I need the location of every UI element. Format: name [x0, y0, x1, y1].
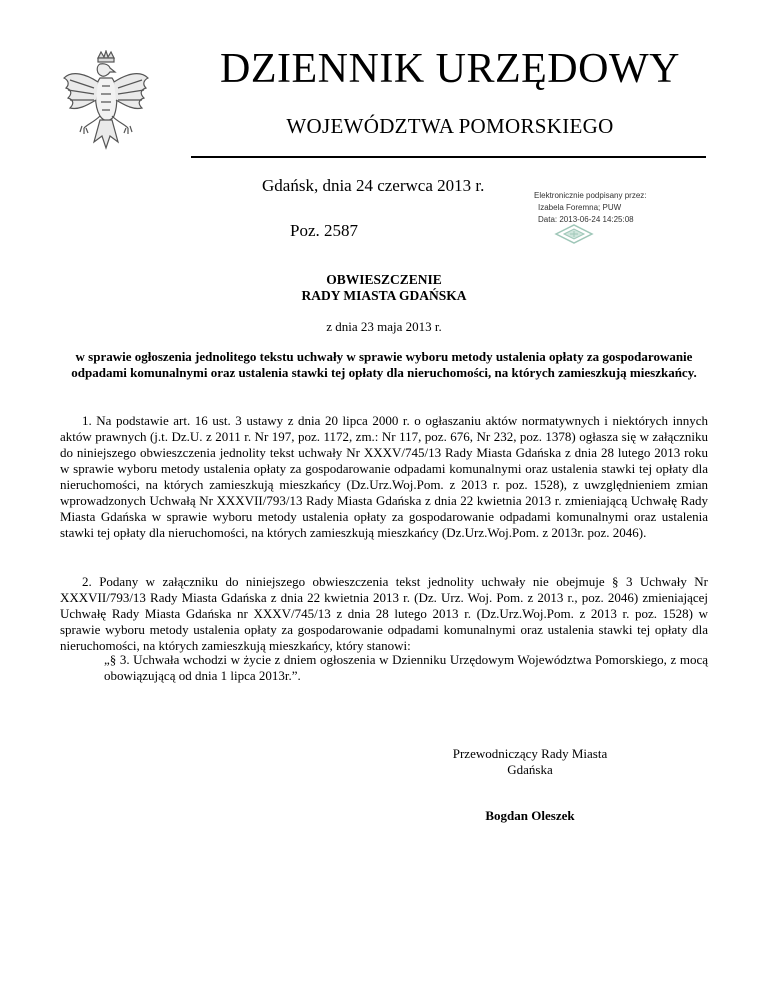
esign-line-1: Elektronicznie podpisany przez: — [534, 191, 647, 200]
journal-subtitle: WOJEWÓDZTWA POMORSKIEGO — [286, 114, 614, 138]
signatory-role-line-2: Gdańska — [507, 762, 553, 777]
electronic-signature — [534, 190, 647, 226]
publication-place-date: Gdańsk, dnia 24 czerwca 2013 r. — [262, 176, 485, 195]
quoted-provision: „§ 3. Uchwała wchodzi w życie z dniem ogłoszenia w Dzienniku Urzędowym Województwa Pomorskiego, z mocą obowiązującą od dnia 1 lipca 2013r.”. — [104, 652, 708, 683]
document-type-line-1: OBWIESZCZENIE — [326, 272, 442, 287]
esign-line-2: Izabela Foremna; PUW — [538, 203, 622, 212]
paragraph-2: 2. Podany w załączniku do niniejszego obwieszczenia tekst jednolity uchwały nie obejmuje § 3 Uchwały Nr XXXVII/793/13 Rady Miasta Gdańska z dnia 22 kwietnia 2013 r. (Dz. Urz. Woj. Pom. z 2013 r., poz. 2046) zmieniającej Uchwałę Rady Miasta Gdańska nr XXXV/745/13 z dnia 28 lutego 2013 r. (Dz.Urz.Woj.Pom. z 2013 r. poz. 1528) w sprawie wyboru metody ustalenia opłaty za gospodarowanie odpadami komunalnymi oraz ustalenia stawki tej opłaty dla nieruchomości, na których zamieszkują mieszkańcy, który stanowi: — [60, 574, 708, 653]
signatory-role-line-1: Przewodniczący Rady Miasta — [452, 746, 608, 761]
signatory-role — [430, 746, 630, 778]
signature-stamp-icon — [554, 224, 594, 244]
document-date: z dnia 23 maja 2013 r. — [326, 319, 442, 334]
document-type — [0, 272, 768, 304]
document-subject: w sprawie ogłoszenia jednolitego tekstu uchwały w sprawie wyboru metody ustalenia opłaty za gospodarowanie odpadami komunalnymi oraz ustalenia stawki tej opłaty dla nieruchomości, na których zamieszkują mieszkańcy. — [71, 349, 697, 380]
document-type-line-2: RADY MIASTA GDAŃSKA — [301, 288, 467, 303]
position-number: Poz. 2587 — [290, 221, 358, 240]
journal-title: DZIENNIK URZĘDOWY — [220, 46, 680, 92]
esign-line-3: Data: 2013-06-24 14:25:08 — [538, 215, 634, 224]
header-divider — [191, 156, 706, 158]
signatory-name: Bogdan Oleszek — [485, 808, 575, 823]
eagle-emblem-icon — [60, 50, 152, 158]
paragraph-1: 1. Na podstawie art. 16 ust. 3 ustawy z dnia 20 lipca 2000 r. o ogłaszaniu aktów normatywnych i niektórych innych aktów prawnych (j.t. Dz.U. z 2011 r. Nr 197, poz. 1172, zm.: Nr 117, poz. 676, Nr 232, poz. 1378) ogłasza się w załączniku do niniejszego obwieszczenia jednolity tekst uchwały Nr XXXV/745/13 Rady Miasta Gdańska z dnia 28 lutego 2013 roku w sprawie wyboru metody ustalenia opłaty za gospodarowanie odpadami komunalnymi oraz ustalenia stawki tej opłaty dla nieruchomości, na których zamieszkują mieszkańcy (Dz.Urz.Woj.Pom. z 2013 r. poz. 1528), z uwzględnieniem zmian wprowadzonych Uchwałą Nr XXXVII/793/13 Rady Miasta Gdańska z dnia 22 kwietnia 2013 r. zmieniającą Uchwałę Rady Miasta Gdańska w sprawie wyboru metody ustalenia opłaty za gospodarowanie odpadami komunalnymi oraz ustalenia stawki tej opłaty dla nieruchomości, na których zamieszkują mieszkańcy (Dz.Urz.Woj.Pom. z 2013r. poz. 2046). — [60, 413, 708, 540]
